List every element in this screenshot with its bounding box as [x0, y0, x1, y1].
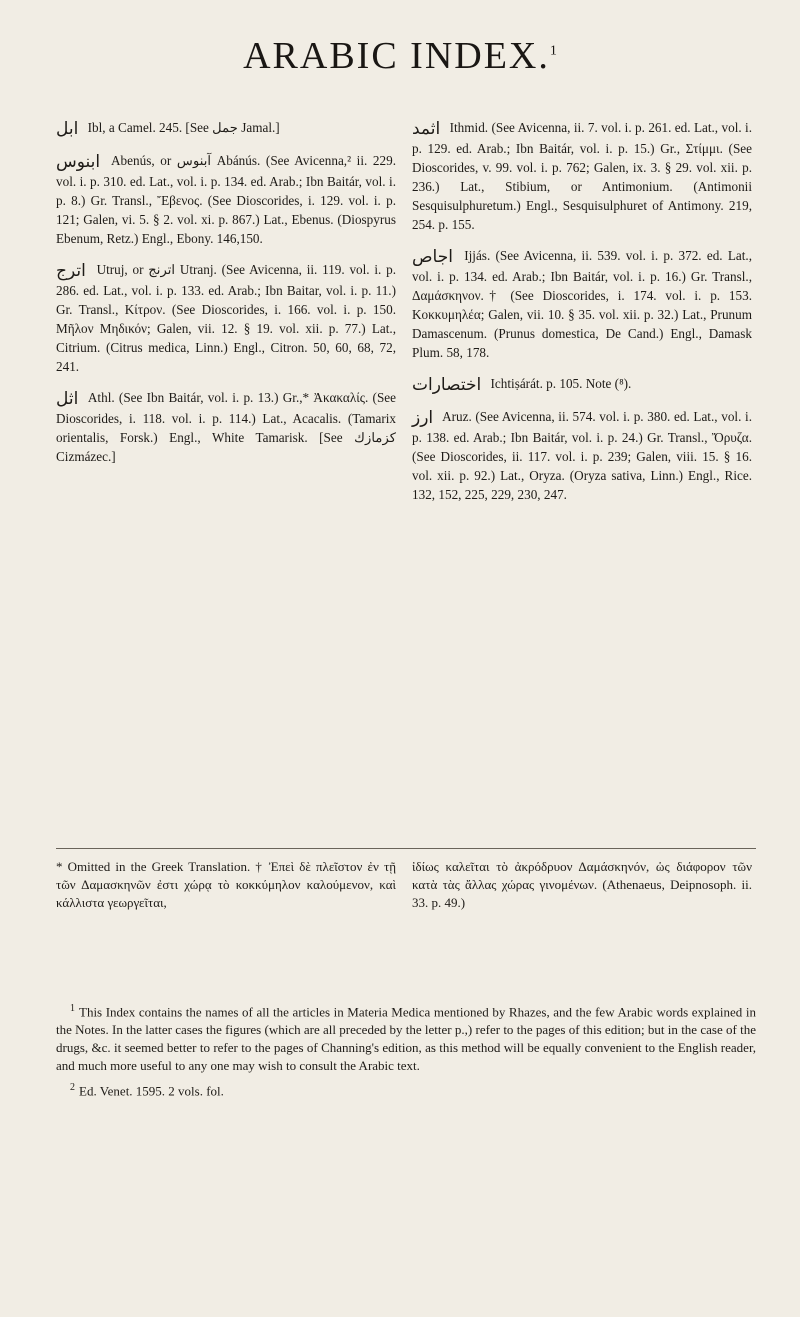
footnotes [56, 1000, 756, 1105]
greek-note-right: ἰδίως καλεῖται τὸ ἀκρόδρυον Δαμάσκηνόν, ὡς διάφορον τῶν κατὰ τὰς ἄλλας χώρας γινομένων. (Athenaeus, Deipnosoph. ii. 33. p. 49.) [412, 859, 752, 910]
entry-text: Ibl, a Camel. 245. [See جمل Jamal.] [87, 120, 280, 135]
arabic-headword: اثمد [412, 119, 441, 139]
title-footnote-mark: 1 [549, 43, 557, 59]
footnote-mark: 2 [70, 1082, 75, 1094]
entry-text: Aruz. (See Avicenna, ii. 574. vol. i. p. 380. ed. Lat., vol. i. p. 138. ed. Arab.; Ibn Baitár, vol. i. p. 24.) Gr. Transl., Ὄρυζα. (See Dioscorides, ii. 117. vol. i. p. 239; Galen, viii. 15. § 16. vol. xii. p. 92.) Lat., Oryza. (Oryza sativa, Linn.) Engl., Rice. 132, 152, 225, 229, 230, 247. [412, 409, 752, 502]
page-title-text: ARABIC INDEX. [243, 35, 550, 77]
index-entry [56, 388, 396, 466]
index-entry [412, 374, 752, 395]
greek-note-left: * Omitted in the Greek Translation. † Ἐπεὶ δὲ πλεῖστον ἐν τῇ τῶν Δαμασκηνῶν ἐστι χώρᾳ τὸ κοκκύμηλον καλούμενον, καὶ κάλλιστα γεωργεῖται, [56, 859, 396, 910]
arabic-headword: اختصارات [412, 375, 482, 395]
index-entry [412, 407, 752, 504]
entry-text: Ichtiṣárát. p. 105. Note (⁸). [490, 376, 632, 391]
arabic-headword: اجاص [412, 247, 453, 267]
entry-text: Ithmid. (See Avicenna, ii. 7. vol. i. p. 261. ed. Lat., vol. i. p. 129. ed. Arab.; Ibn Baitár, vol. i. p. 15.) Gr., Στίμμι. (See Dioscorides, v. 99. vol. i. p. 762; Galen, ix. 3. § 29. vol. xii. p. 236.) Lat., Stibium, or Antimonium. (Antimonii Sesquisulphuretum.) Engl., Sesquisulphuret of Antimony. 219, 254. p. 155. [412, 120, 753, 232]
section-divider [56, 848, 756, 849]
page-title [0, 34, 800, 78]
index-entry [56, 118, 396, 139]
arabic-headword: اترج [56, 261, 86, 281]
index-entry [412, 118, 752, 234]
footnote-text: Ed. Venet. 1595. 2 vols. fol. [79, 1083, 224, 1099]
arabic-headword: ابنوس [56, 152, 101, 172]
index-entry [412, 246, 752, 362]
index-entry [56, 260, 396, 376]
entry-text: Utruj, or اترنج Utranj. (See Avicenna, ii. 119. vol. i. p. 286. ed. Lat., vol. i. p. 133. ed. Arab.; Ibn Baitar, vol. i. p. 11.) Gr. Transl., Κίτρον. (See Dioscorides, i. 166. vol. i. p. 150. Μῆλον Μηδικόν; Galen, vii. 12. § 19. vol. xii. p. 77.) Lat., Citrium. (Citrus medica, Linn.) Engl., Citron. 50, 60, 68, 72, 241. [56, 262, 397, 374]
arabic-headword: اثل [56, 389, 79, 409]
arabic-headword: ابل [56, 119, 79, 139]
left-column [56, 118, 396, 478]
entry-text: Abenús, or آبنوس Abánús. (See Avicenna,² ii. 229. vol. i. p. 310. ed. Lat., vol. i. p. 134. ed. Arab.; Ibn Baitár, vol. i. p. 8.) Gr. Transl., Ἔβενος. (See Dioscorides, i. 129. vol. i. p. 121; Galen, vi. 5. § 2. vol. xi. p. 867.) Lat., Ebenus. (Diospyrus Ebenum, Retz.) Engl., Ebony. 146,150. [56, 153, 397, 246]
right-column [412, 118, 752, 516]
footnote [56, 1079, 756, 1100]
entry-text: Athl. (See Ibn Baitár, vol. i. p. 13.) Gr.,* Ἀκακαλίς. (See Dioscorides, i. 118. vol. i. p. 114.) Lat., Acacalis. (Tamarix orientalis, Forsk.) Engl., White Tamarisk. [See كزمازك Cizmázec.] [56, 390, 396, 464]
footnote [56, 1000, 756, 1075]
arabic-headword: ارز [412, 408, 434, 428]
footnote-mark: 1 [70, 1003, 75, 1014]
index-entry [56, 151, 396, 248]
entry-text: Ijjás. (See Avicenna, ii. 539. vol. i. p. 372. ed. Lat., vol. i. p. 134. ed. Arab.; Ibn Baitár, vol. i. p. 16.) Gr. Transl., Δαμάσκηνον.† (See Dioscorides, i. 174. vol. i. p. 153. Κοκκυμηλέα; Galen, vii. 10. § 35. vol. xii. p. 32.) Lat., Prunum Damascenum. (Prunus domestica, De Cand.) Engl., Damask Plum. 58, 178. [412, 248, 753, 360]
footnote-text: This Index contains the names of all the articles in Materia Medica mentioned by Rhazes, and the few Arabic words explained in the Notes. In the latter cases the figures (which are all preceded by the letter p.,) refer to the pages of this edition; but in the case of the drugs, &c. it seemed better to refer to the pages of Channing's edition, as this method will be equally convenient to the English reader, and much more useful to any one may wish to consult the Arabic text. [56, 1004, 756, 1074]
